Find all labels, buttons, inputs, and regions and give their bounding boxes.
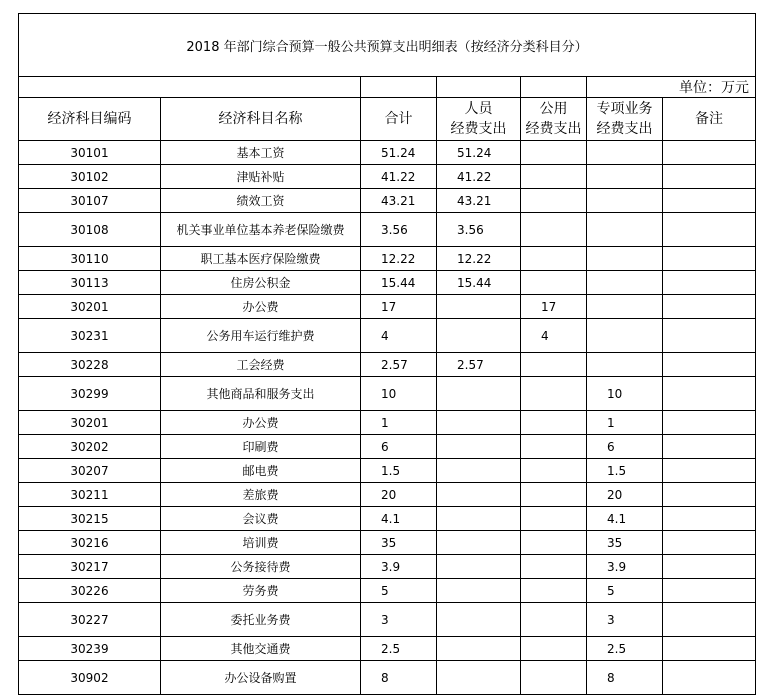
cell-total: 4.1	[361, 507, 437, 531]
cell-personnel	[437, 661, 521, 695]
table-row	[19, 247, 756, 271]
cell-code: 30201	[19, 411, 161, 435]
cell-remark	[663, 555, 756, 579]
cell-total: 2.5	[361, 637, 437, 661]
cell-code: 30113	[19, 271, 161, 295]
cell-personnel	[437, 555, 521, 579]
cell-remark	[663, 637, 756, 661]
cell-code: 30207	[19, 459, 161, 483]
unit-label: 单位：万元	[587, 77, 756, 98]
table-row	[19, 555, 756, 579]
header-public: 公用 经费支出	[521, 98, 587, 141]
cell-remark	[663, 319, 756, 353]
cell-total: 35	[361, 531, 437, 555]
cell-name: 培训费	[161, 531, 361, 555]
cell-code: 30202	[19, 435, 161, 459]
cell-code: 30101	[19, 141, 161, 165]
cell-public	[521, 483, 587, 507]
cell-personnel: 43.21	[437, 189, 521, 213]
cell-special	[587, 141, 663, 165]
table-row	[19, 637, 756, 661]
cell-personnel	[437, 637, 521, 661]
cell-code: 30217	[19, 555, 161, 579]
cell-name: 工会经费	[161, 353, 361, 377]
cell-special: 8	[587, 661, 663, 695]
header-total: 合计	[361, 98, 437, 141]
cell-special: 1.5	[587, 459, 663, 483]
cell-special	[587, 247, 663, 271]
cell-special: 5	[587, 579, 663, 603]
cell-personnel	[437, 603, 521, 637]
spacer-row	[19, 77, 756, 98]
cell-remark	[663, 271, 756, 295]
cell-code: 30228	[19, 353, 161, 377]
cell-personnel	[437, 295, 521, 319]
cell-public	[521, 579, 587, 603]
cell-special: 10	[587, 377, 663, 411]
cell-special	[587, 189, 663, 213]
cell-personnel	[437, 579, 521, 603]
cell-personnel: 12.22	[437, 247, 521, 271]
cell-special: 20	[587, 483, 663, 507]
cell-total: 15.44	[361, 271, 437, 295]
table-row	[19, 507, 756, 531]
cell-remark	[663, 213, 756, 247]
cell-remark	[663, 579, 756, 603]
table-row	[19, 435, 756, 459]
cell-total: 51.24	[361, 141, 437, 165]
cell-code: 30108	[19, 213, 161, 247]
table-row	[19, 459, 756, 483]
cell-name: 印刷费	[161, 435, 361, 459]
cell-special: 3.9	[587, 555, 663, 579]
cell-remark	[663, 353, 756, 377]
cell-total: 2.57	[361, 353, 437, 377]
cell-public	[521, 459, 587, 483]
cell-code: 30231	[19, 319, 161, 353]
cell-special	[587, 271, 663, 295]
table-row	[19, 531, 756, 555]
cell-name: 其他商品和服务支出	[161, 377, 361, 411]
table-row	[19, 295, 756, 319]
table-row	[19, 319, 756, 353]
cell-personnel	[437, 459, 521, 483]
cell-public	[521, 531, 587, 555]
cell-name: 办公设备购置	[161, 661, 361, 695]
table-row	[19, 353, 756, 377]
header-row	[19, 98, 756, 141]
cell-special	[587, 213, 663, 247]
cell-special: 3	[587, 603, 663, 637]
cell-public	[521, 353, 587, 377]
cell-personnel: 41.22	[437, 165, 521, 189]
cell-personnel	[437, 483, 521, 507]
table-row	[19, 579, 756, 603]
cell-name: 住房公积金	[161, 271, 361, 295]
cell-code: 30102	[19, 165, 161, 189]
cell-personnel	[437, 435, 521, 459]
cell-personnel	[437, 507, 521, 531]
cell-remark	[663, 411, 756, 435]
cell-personnel: 51.24	[437, 141, 521, 165]
cell-special: 4.1	[587, 507, 663, 531]
cell-public	[521, 165, 587, 189]
cell-public: 17	[521, 295, 587, 319]
cell-public	[521, 637, 587, 661]
cell-public	[521, 555, 587, 579]
cell-code: 30239	[19, 637, 161, 661]
cell-total: 1	[361, 411, 437, 435]
header-remark: 备注	[663, 98, 756, 141]
cell-name: 邮电费	[161, 459, 361, 483]
cell-remark	[663, 435, 756, 459]
cell-total: 20	[361, 483, 437, 507]
cell-total: 43.21	[361, 189, 437, 213]
header-code: 经济科目编码	[19, 98, 161, 141]
header-special: 专项业务 经费支出	[587, 98, 663, 141]
cell-personnel: 3.56	[437, 213, 521, 247]
cell-total: 1.5	[361, 459, 437, 483]
table-row	[19, 165, 756, 189]
cell-code: 30216	[19, 531, 161, 555]
cell-total: 5	[361, 579, 437, 603]
cell-remark	[663, 295, 756, 319]
cell-name: 会议费	[161, 507, 361, 531]
header-personnel: 人员 经费支出	[437, 98, 521, 141]
cell-name: 委托业务费	[161, 603, 361, 637]
cell-remark	[663, 459, 756, 483]
cell-remark	[663, 247, 756, 271]
table-row	[19, 141, 756, 165]
cell-name: 公务用车运行维护费	[161, 319, 361, 353]
cell-total: 3.9	[361, 555, 437, 579]
cell-code: 30201	[19, 295, 161, 319]
table-row	[19, 213, 756, 247]
cell-name: 其他交通费	[161, 637, 361, 661]
cell-remark	[663, 165, 756, 189]
cell-remark	[663, 483, 756, 507]
cell-code: 30110	[19, 247, 161, 271]
cell-public	[521, 507, 587, 531]
cell-name: 办公费	[161, 411, 361, 435]
cell-total: 17	[361, 295, 437, 319]
cell-special	[587, 165, 663, 189]
cell-code: 30226	[19, 579, 161, 603]
cell-total: 6	[361, 435, 437, 459]
cell-name: 绩效工资	[161, 189, 361, 213]
table-row	[19, 411, 756, 435]
cell-special: 6	[587, 435, 663, 459]
cell-personnel: 15.44	[437, 271, 521, 295]
cell-total: 8	[361, 661, 437, 695]
cell-code: 30902	[19, 661, 161, 695]
cell-code: 30215	[19, 507, 161, 531]
cell-name: 差旅费	[161, 483, 361, 507]
cell-personnel	[437, 531, 521, 555]
cell-public: 4	[521, 319, 587, 353]
cell-total: 10	[361, 377, 437, 411]
cell-total: 3	[361, 603, 437, 637]
cell-total: 4	[361, 319, 437, 353]
table-row	[19, 603, 756, 637]
cell-public	[521, 189, 587, 213]
cell-special: 1	[587, 411, 663, 435]
budget-table	[18, 13, 756, 695]
cell-remark	[663, 531, 756, 555]
cell-code: 30107	[19, 189, 161, 213]
cell-special	[587, 295, 663, 319]
cell-remark	[663, 377, 756, 411]
cell-special	[587, 353, 663, 377]
cell-public	[521, 141, 587, 165]
cell-personnel	[437, 319, 521, 353]
cell-public	[521, 411, 587, 435]
cell-code: 30299	[19, 377, 161, 411]
cell-public	[521, 213, 587, 247]
cell-personnel	[437, 377, 521, 411]
cell-code: 30227	[19, 603, 161, 637]
cell-personnel: 2.57	[437, 353, 521, 377]
cell-name: 办公费	[161, 295, 361, 319]
table-row	[19, 271, 756, 295]
cell-total: 12.22	[361, 247, 437, 271]
header-name: 经济科目名称	[161, 98, 361, 141]
cell-special: 2.5	[587, 637, 663, 661]
cell-code: 30211	[19, 483, 161, 507]
cell-remark	[663, 141, 756, 165]
cell-remark	[663, 507, 756, 531]
cell-name: 基本工资	[161, 141, 361, 165]
cell-total: 3.56	[361, 213, 437, 247]
cell-name: 机关事业单位基本养老保险缴费	[161, 213, 361, 247]
cell-personnel	[437, 411, 521, 435]
cell-public	[521, 603, 587, 637]
cell-name: 津贴补贴	[161, 165, 361, 189]
cell-total: 41.22	[361, 165, 437, 189]
cell-public	[521, 271, 587, 295]
cell-public	[521, 377, 587, 411]
table-title: 2018 年部门综合预算一般公共预算支出明细表（按经济分类科目分）	[19, 14, 756, 77]
table-row	[19, 377, 756, 411]
cell-special	[587, 319, 663, 353]
cell-public	[521, 435, 587, 459]
cell-public	[521, 247, 587, 271]
table-row	[19, 661, 756, 695]
cell-remark	[663, 661, 756, 695]
cell-special: 35	[587, 531, 663, 555]
cell-remark	[663, 189, 756, 213]
table-row	[19, 189, 756, 213]
cell-name: 劳务费	[161, 579, 361, 603]
cell-name: 公务接待费	[161, 555, 361, 579]
cell-remark	[663, 603, 756, 637]
table-row	[19, 483, 756, 507]
cell-name: 职工基本医疗保险缴费	[161, 247, 361, 271]
cell-public	[521, 661, 587, 695]
